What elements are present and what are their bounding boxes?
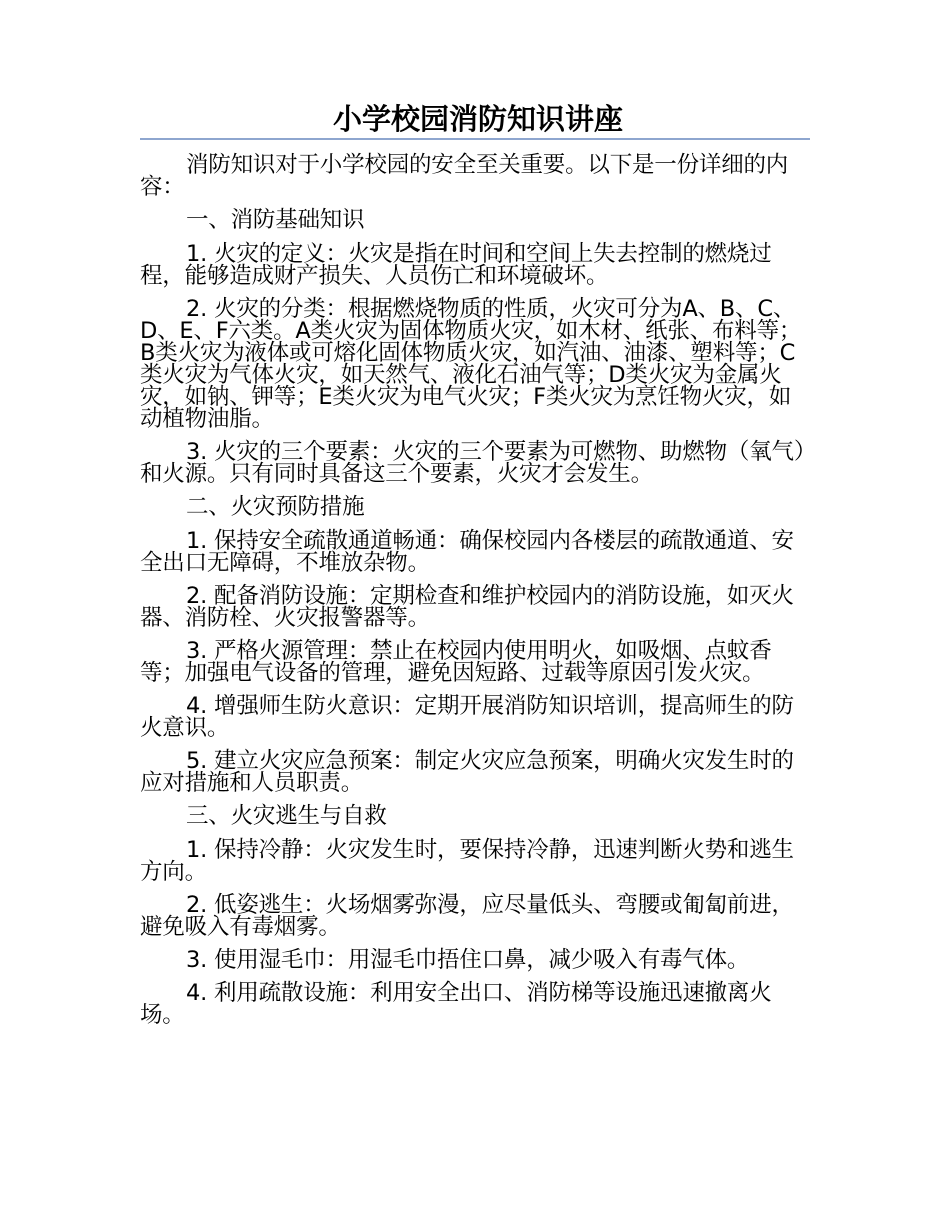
- paragraph-fire-equipment: 2. 配备消防设施：定期检查和维护校园内的消防设施，如灭火器、消防栓、火灾报警器等。: [140, 583, 794, 631]
- paragraph-fire-elements: 3. 火灾的三个要素：火灾的三个要素为可燃物、助燃物（氧气）和火源。只有同时具备这三个要素，火灾才会发生。: [140, 439, 805, 487]
- paragraph-evacuation-facilities: 4. 利用疏散设施：利用安全出口、消防梯等设施迅速撤离火场。: [140, 980, 772, 1028]
- intro-paragraph: 消防知识对于小学校园的安全至关重要。以下是一份详细的内容：: [140, 152, 789, 200]
- paragraph-evacuation-routes: 1. 保持安全疏散通道畅通：确保校园内各楼层的疏散通道、安全出口无障碍，不堆放杂物。: [140, 528, 794, 576]
- document-title: 小学校园消防知识讲座: [332, 102, 623, 136]
- paragraph-emergency-plan: 5. 建立火灾应急预案：制定火灾应急预案，明确火灾发生时的应对措施和人员职责。: [140, 748, 794, 796]
- section-heading-prevention: 二、火灾预防措施: [186, 494, 365, 520]
- title-underline: [140, 138, 810, 140]
- paragraph-low-posture: 2. 低姿逃生：火场烟雾弥漫，应尽量低头、弯腰或匍匐前进，避免吸入有毒烟雾。: [140, 892, 794, 940]
- paragraph-fire-definition: 1. 火灾的定义：火灾是指在时间和空间上失去控制的燃烧过程，能够造成财产损失、人员伤亡和环境破坏。: [140, 241, 772, 289]
- paragraph-awareness: 4. 增强师生防火意识：定期开展消防知识培训，提高师生的防火意识。: [140, 693, 794, 741]
- document-body: [140, 154, 810, 1026]
- section-heading-escape: 三、火灾逃生与自救: [186, 803, 387, 829]
- section-heading-basics: 一、消防基础知识: [186, 207, 365, 233]
- paragraph-fire-classification: 2. 火灾的分类：根据燃烧物质的性质，火灾可分为A、B、C、D、E、F六类。A类火灾为固体物质火灾，如木材、纸张、布料等；B类火灾为液体或可熔化固体物质火灾，如汽油、油漆、塑料等；C类火灾为气体火灾，如天然气、液化石油气等；D类火灾为金属火灾，如钠、钾等；E类火灾为电气火灾；F类火灾为烹饪物火灾，如动植物油脂。: [140, 296, 802, 432]
- paragraph-wet-towel: 3. 使用湿毛巾：用湿毛巾捂住口鼻，减少吸入有毒气体。: [186, 947, 750, 973]
- paragraph-ignition-control: 3. 严格火源管理：禁止在校园内使用明火，如吸烟、点蚊香等；加强电气设备的管理，避免因短路、过载等原因引发火灾。: [140, 638, 772, 686]
- document-page: [140, 100, 810, 1037]
- paragraph-stay-calm: 1. 保持冷静：火灾发生时，要保持冷静，迅速判断火势和逃生方向。: [140, 837, 794, 885]
